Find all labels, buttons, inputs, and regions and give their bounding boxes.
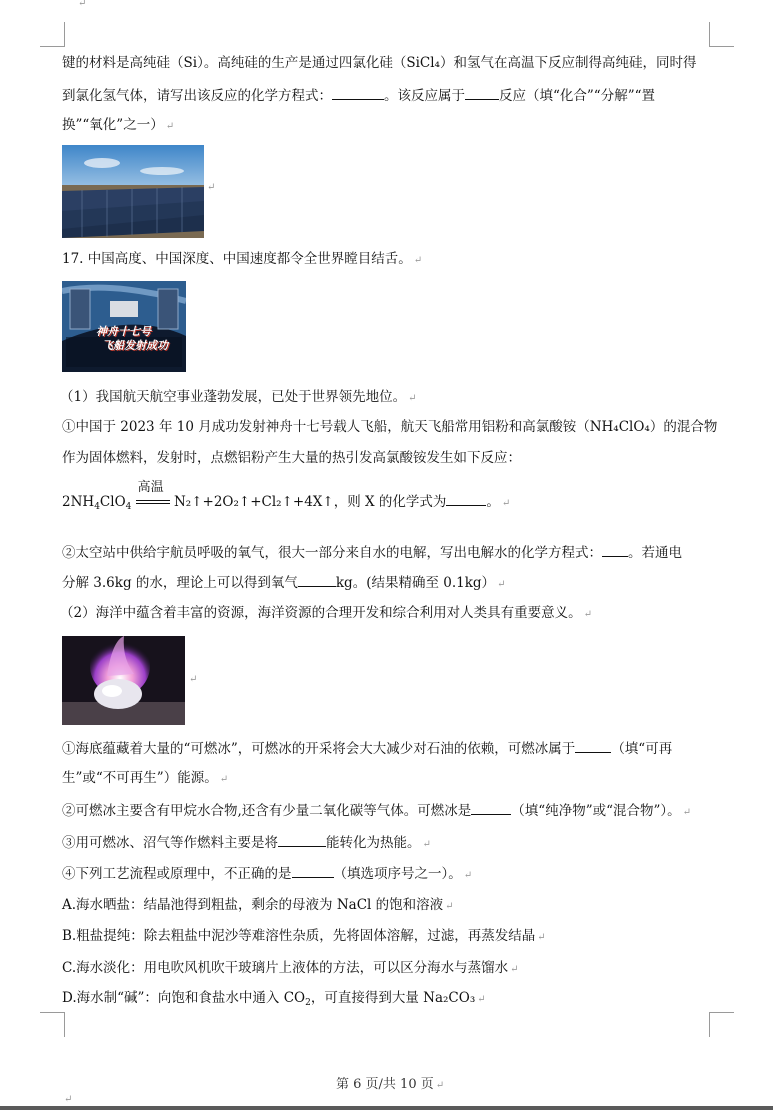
answer-blank-substance-type[interactable] xyxy=(471,800,511,815)
option-c: C.海水淡化：用电吹风机吹干玻璃片上液体的方法，可以区分海水与蒸馏水 ↵ xyxy=(62,960,519,976)
paragraph-mark: ↵ xyxy=(207,182,216,193)
page-edge xyxy=(0,1106,773,1110)
s3-line: ③用可燃冰、沼气等作燃料主要是将 能转化为热能。 ↵ xyxy=(62,832,431,855)
s4-line: ④下列工艺流程或原理中，不正确的是 （填选项序号之一）。 ↵ xyxy=(62,863,472,886)
p1-line-1: ①中国于 2023 年 10 月成功发射神舟十七号载人飞船，航天飞船常用铝粉和高氯酸铵（NH₄ClO₄）的混合物 xyxy=(62,419,718,435)
page-number: 第 6 页/共 10 页 ↵ xyxy=(336,1077,445,1092)
answer-blank-energy-form[interactable] xyxy=(278,832,326,847)
part1-intro: （1）我国航天航空事业蓬勃发展，已处于世界领先地位。 ↵ xyxy=(60,389,417,405)
s1-line-1: ①海底蕴藏着大量的“可燃冰”，可燃冰的开采将会大大减少对石油的依赖，可燃冰属于 （填“可再 xyxy=(62,738,672,759)
reaction-condition: 高温 xyxy=(136,491,170,511)
p2-line-2: 分解 3.6kg 的水，理论上可以得到氧气 kg。(结果精确至 0.1kg） ↵ xyxy=(62,572,505,595)
crop-mark-top-right xyxy=(709,22,734,47)
s1-line-2: 生”或“不可再生”）能源。 ↵ xyxy=(62,770,229,786)
p1-line-2: 作为固体燃料，发射时，点燃铝粉产生大量的热引发高氯酸铵发生如下反应： xyxy=(62,450,521,466)
part2-intro: （2）海洋中蕴含着丰富的资源，海洋资源的合理开发和综合利用对人类具有重要意义。 ↵ xyxy=(60,605,592,621)
option-a: A.海水晒盐：结晶池得到粗盐，剩余的母液为 NaCl 的饱和溶液 ↵ xyxy=(62,897,454,913)
option-b: B.粗盐提纯：除去粗盐中泥沙等难溶性杂质，先将固体溶解，过滤，再蒸发结晶 ↵ xyxy=(62,928,546,944)
answer-blank-equation[interactable] xyxy=(332,85,384,100)
s2-line: ②可燃冰主要含有甲烷水合物,还含有少量二氧化碳等气体。可燃冰是 （填“纯净物”或“混合物”）。 ↵ xyxy=(62,800,691,823)
solar-panel-image xyxy=(62,145,204,238)
q17-title: 17. 中国高度、中国深度、中国速度都令全世界瞠目结舌。 ↵ xyxy=(62,251,423,267)
crop-mark-bottom-right xyxy=(709,1012,734,1037)
chemical-equation: $2NH_4ClO_4$ 高温 N₂↑+2O₂↑+Cl₂↑+4X↑，则 X 的化学式为 。 ↵ xyxy=(62,480,511,512)
crop-mark-top-left xyxy=(40,22,65,47)
q16-line-3: 换”“氧化”之一） ↵ xyxy=(62,117,175,133)
image-caption: 飞船发射成功 xyxy=(102,339,168,352)
q16-line-2: 到氯化氢气体，请写出该反应的化学方程式： 。该反应属于 反应（填“化合”“分解”“置 xyxy=(62,85,655,106)
answer-blank-reaction-type[interactable] xyxy=(465,85,499,100)
answer-blank-energy-type[interactable] xyxy=(575,738,611,753)
combustible-ice-image xyxy=(62,636,185,725)
answer-blank-option[interactable] xyxy=(292,863,334,878)
answer-blank-electrolysis[interactable] xyxy=(602,542,628,557)
spacecraft-launch-image xyxy=(62,281,186,372)
paragraph-mark: ↵ xyxy=(189,674,198,685)
crop-mark-bottom-left xyxy=(40,1012,65,1037)
q16-line-1: 键的材料是高纯硅（Si）。高纯硅的生产是通过四氯化硅（SiCl₄）和氢气在高温下反应制得高纯硅，同时得 xyxy=(62,55,697,71)
option-d: D.海水制“碱”：向饱和食盐水中通入 $CO_2$，可直接得到大量 Na₂CO₃ ↵ xyxy=(62,990,486,1008)
answer-blank-x-formula[interactable] xyxy=(446,491,486,506)
answer-blank-oxygen-mass[interactable] xyxy=(298,572,336,587)
paragraph-mark: ↵ xyxy=(64,1094,73,1105)
image-caption: 神舟十七号 xyxy=(96,325,151,338)
p2-line-1: ②太空站中供给宇航员呼吸的氧气，很大一部分来自水的电解，写出电解水的化学方程式： 。若通电 xyxy=(62,542,682,563)
paragraph-mark: ↵ xyxy=(78,0,87,9)
